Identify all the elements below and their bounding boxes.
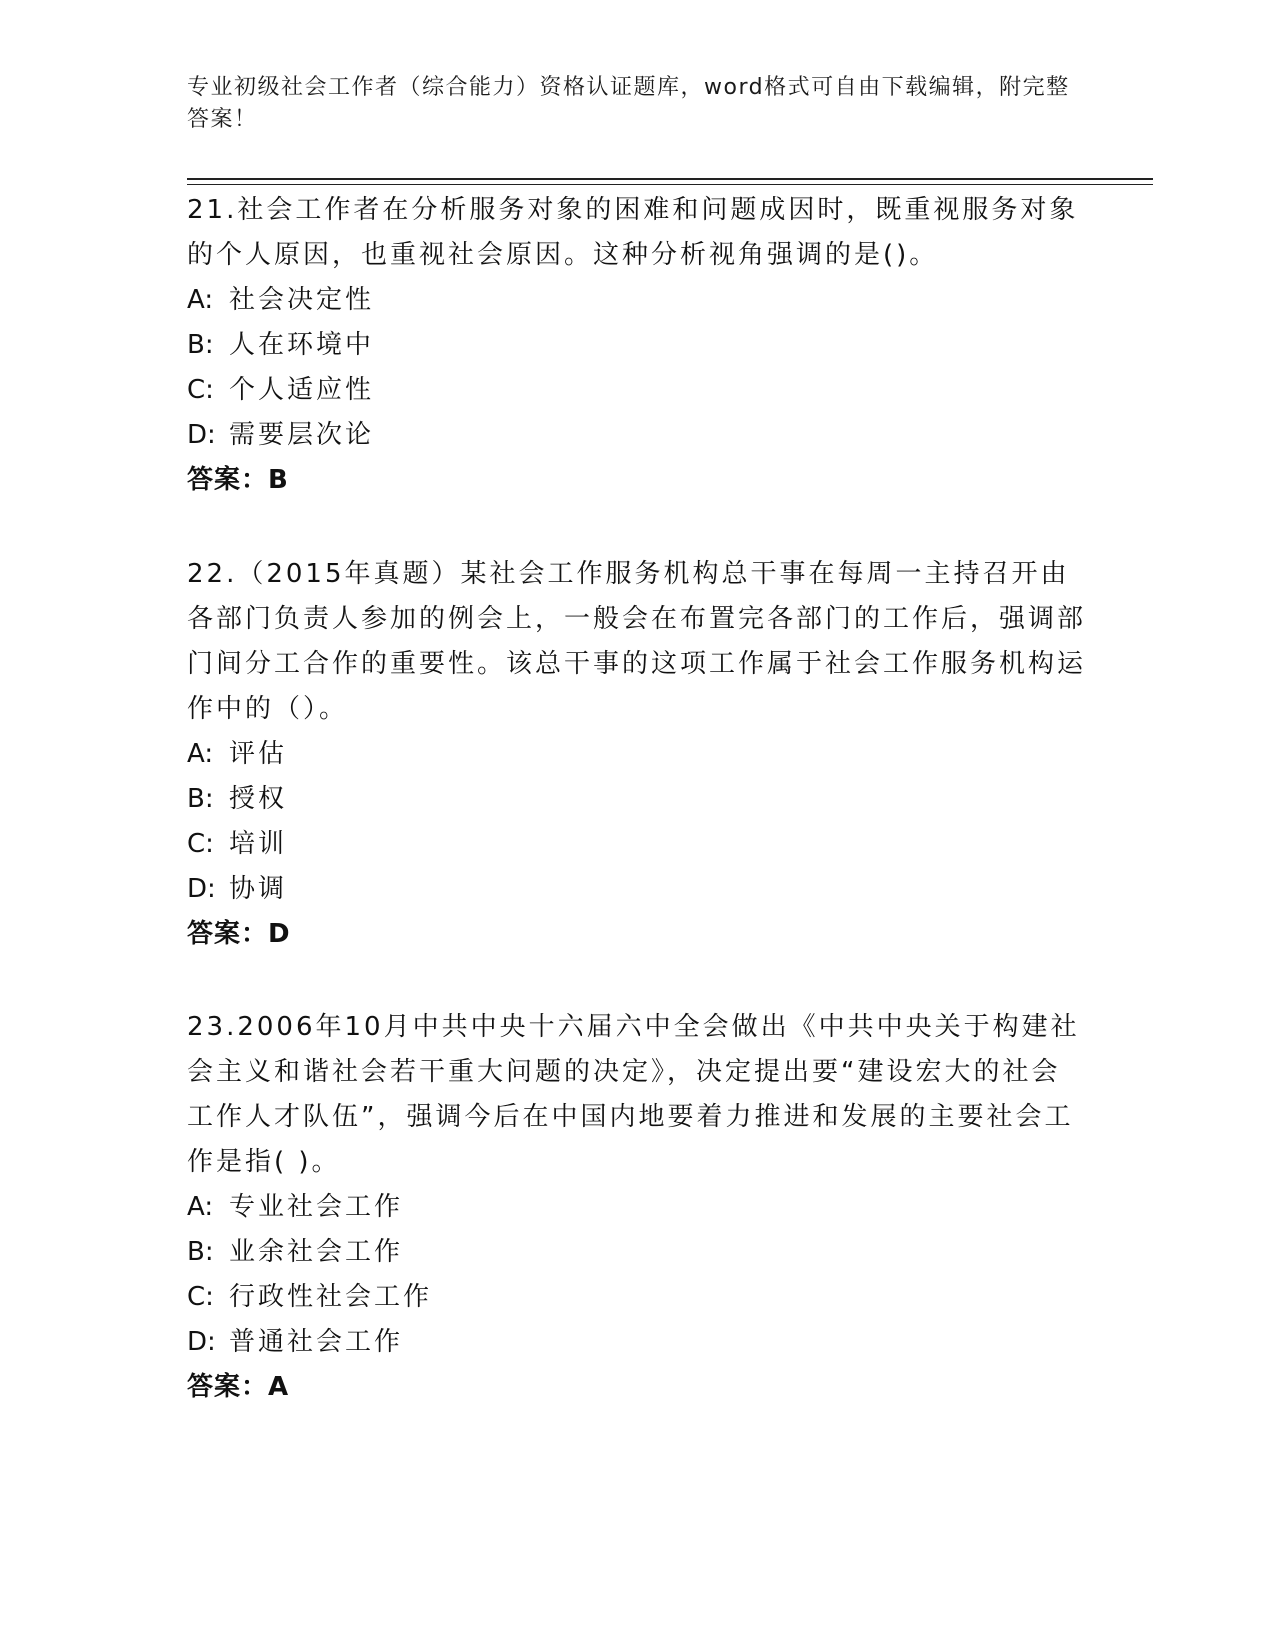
option-text: 行政性社会工作 [229,1282,433,1312]
question-stem: 22.（2015年真题）某社会工作服务机构总干事在每周一主持召开由各部门负责人参加的例会上，一般会在布置完各部门的工作后，强调部门间分工合作的重要性。该总干事的这项工作属于社会工作服务机构运作中的（）。 [187,559,1087,724]
answer-label: 答案：B [187,465,289,495]
question-stem: 21.社会工作者在分析服务对象的困难和问题成因时，既重视服务对象的个人原因，也重视社会原因。这种分析视角强调的是()。 [187,195,1079,270]
option-letter: A: [187,1192,214,1222]
option-text: 个人适应性 [229,375,375,405]
option-b [187,323,1087,368]
document-header: 专业初级社会工作者（综合能力）资格认证题库，word格式可自由下载编辑，附完整答案！ [187,75,1070,132]
option-b [187,777,1087,822]
option-text: 专业社会工作 [229,1192,404,1222]
option-text: 评估 [229,739,288,769]
option-letter: B: [187,784,214,814]
option-d [187,867,1087,912]
option-letter: B: [187,1237,214,1267]
option-letter: D: [187,420,216,450]
option-text: 社会决定性 [229,285,375,315]
question-23 [187,1005,1087,1410]
header-rule-thin [187,184,1153,185]
option-d [187,413,1087,458]
question-22 [187,552,1087,957]
option-text: 业余社会工作 [229,1237,404,1267]
option-text: 协调 [229,874,288,904]
option-letter: D: [187,1327,216,1357]
option-letter: C: [187,1282,214,1312]
option-a [187,278,1087,323]
option-text: 需要层次论 [229,420,375,450]
option-letter: C: [187,829,214,859]
option-d [187,1320,1087,1365]
question-stem: 23.2006年10月中共中央十六届六中全会做出《中共中央关于构建社会主义和谐社会若干重大问题的决定》，决定提出要“建设宏大的社会工作人才队伍”，强调今后在中国内地要着力推进和发展的主要社会工作是指( )。 [187,1012,1080,1177]
option-b [187,1230,1087,1275]
option-letter: A: [187,739,214,769]
option-text: 培训 [229,829,288,859]
option-letter: A: [187,285,214,315]
answer-label: 答案：A [187,1372,290,1402]
option-a [187,732,1087,777]
header-rule-thick [187,178,1153,180]
option-text: 人在环境中 [229,330,375,360]
option-text: 普通社会工作 [229,1327,404,1357]
option-c [187,1275,1087,1320]
answer-label: 答案：D [187,919,291,949]
option-letter: B: [187,330,214,360]
option-letter: C: [187,375,214,405]
option-a [187,1185,1087,1230]
option-c [187,822,1087,867]
question-21 [187,188,1087,503]
option-c [187,368,1087,413]
option-letter: D: [187,874,216,904]
option-text: 授权 [229,784,288,814]
